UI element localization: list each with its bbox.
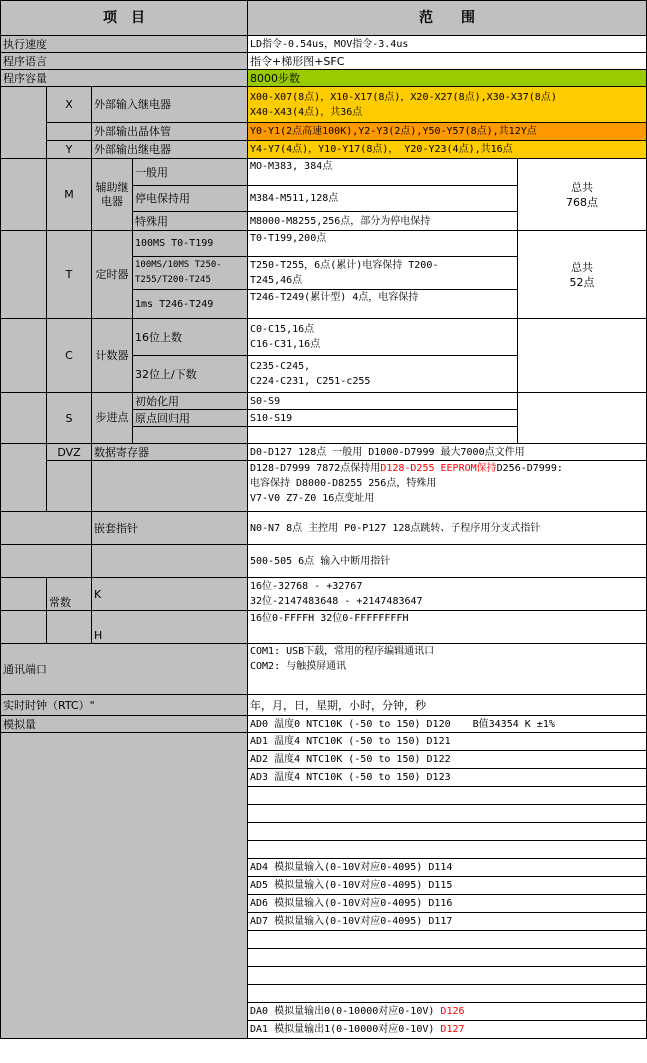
comm-line1: COM1: USB下载，常用的程序编辑通讯口	[250, 646, 435, 657]
t-total-count: 52点	[569, 275, 595, 289]
y-code: Y	[47, 141, 92, 159]
const-k-line1: 16位-32768 - +32767	[250, 581, 363, 592]
analog-ad1: AD1 温度4 NTC10K (-50 to 150) D121	[248, 733, 647, 751]
nest-value2: 500-505 6点 输入中断用指针	[248, 545, 647, 578]
analog-ad2: AD2 温度4 NTC10K (-50 to 150) D122	[248, 751, 647, 769]
analog-ad7: AD7 模拟量输入(0-10V对应0-4095) D117	[248, 913, 647, 931]
t-vertical-label: 定时器	[92, 231, 133, 319]
t-total	[518, 231, 647, 319]
rtc-label: 实时时钟（RTC）"	[1, 695, 248, 716]
t-100ms-value: T0-T199,200点	[248, 231, 518, 257]
t-group-cell	[1, 231, 47, 319]
const-left-empty2	[1, 611, 47, 644]
analog-da1-text: DA1 模拟量输出1(0-10000对应0-10V)	[250, 1024, 441, 1035]
header-range: 范 围	[248, 1, 647, 36]
analog-empty-row	[248, 823, 647, 841]
prog-lang-label: 程序语言	[1, 53, 248, 70]
d-retain-value	[248, 461, 647, 512]
const-k-value	[248, 578, 647, 611]
m-general-value: MO-M383, 384点	[248, 159, 518, 186]
analog-ad4: AD4 模拟量输入(0-10V对应0-4095) D114	[248, 859, 647, 877]
const-label: 常数	[47, 578, 92, 611]
d-retain-line2: 电容保持 D8000-D8255 256点，特殊用	[250, 478, 437, 489]
d-group-cell	[1, 444, 47, 512]
s-vertical-label: 步进点	[92, 393, 133, 444]
analog-label: 模拟量	[1, 716, 248, 733]
s-home-value: S10-S19	[248, 410, 518, 427]
analog-da1	[248, 1021, 647, 1039]
s-init-value: S0-S9	[248, 393, 518, 410]
comm-line2: COM2: 与触摸屏通讯	[250, 661, 347, 672]
x-value	[248, 87, 647, 123]
analog-ad5: AD5 模拟量输入(0-10V对应0-4095) D115	[248, 877, 647, 895]
const-left-empty	[1, 578, 47, 611]
m-code: M	[47, 159, 92, 231]
d-label: 数据寄存器	[92, 444, 248, 461]
analog-empty-row	[248, 967, 647, 985]
header-item: 项 目	[1, 1, 248, 36]
nest-label: 嵌套指针	[92, 512, 248, 545]
prog-cap-label: 程序容量	[1, 70, 248, 87]
y-label: 外部输出继电器	[92, 141, 248, 159]
m-special-value: M8000-M8255,256点，部分为停电保持	[248, 212, 518, 231]
rtc-value: 年，月，日，星期，小时，分钟，秒	[248, 695, 647, 716]
d-eeprom-text: D128-D255 EEPROM保持	[380, 463, 497, 474]
exec-speed-label: 执行速度	[1, 36, 248, 53]
x-label: 外部输入继电器	[92, 87, 248, 123]
c-group-cell	[1, 319, 47, 393]
prog-cap-value: 8000步数	[248, 70, 647, 87]
analog-ad0-text: AD0 温度0 NTC10K (-50 to 150) D120	[250, 718, 451, 730]
x-code: X	[47, 87, 92, 123]
transistor-value: Y0-Y1(2点高速100K),Y2-Y3(2点),Y50-Y57(8点),共12Y点	[248, 123, 647, 141]
analog-da0	[248, 1003, 647, 1021]
const-h: H	[92, 611, 248, 644]
m-total-label: 总共	[571, 180, 593, 194]
t-10ms-value-line2: T245,46点	[250, 275, 303, 286]
const-label-empty	[47, 611, 92, 644]
s-empty-label	[133, 427, 248, 444]
const-k: K	[92, 578, 248, 611]
d-code: DVZ	[47, 444, 92, 461]
c-32bit-value-line2: C224-C231, C251-c255	[250, 376, 371, 387]
x-value-line2: X40-X43(4点)，共36点	[250, 106, 363, 118]
analog-gray-block	[1, 733, 248, 1039]
analog-ad6: AD6 模拟量输入(0-10V对应0-4095) D116	[248, 895, 647, 913]
m-vertical-label: 辅助继电器	[92, 159, 133, 231]
analog-ad0	[248, 716, 647, 733]
m-total-count: 768点	[566, 195, 598, 209]
c-32bit-value-line1: C235-C245,	[250, 361, 311, 372]
analog-empty-row	[248, 787, 647, 805]
m-retain-value: M384-M511,128点	[248, 186, 518, 212]
nest-value1: N0-N7 8点 主控用 P0-P127 128点跳转、子程序用分支式指针	[248, 512, 647, 545]
nest-left-empty	[1, 512, 92, 545]
m-retain-label: 停电保持用	[133, 186, 248, 212]
c-16bit-value-line1: C0-C15,16点	[250, 324, 315, 335]
s-total-empty	[518, 393, 647, 444]
c-code: C	[47, 319, 92, 393]
t-10ms-value	[248, 257, 518, 290]
s-group-cell	[1, 393, 47, 444]
analog-empty-row	[248, 949, 647, 967]
d-retain-line1-b: D256-D7999:	[496, 463, 563, 474]
exec-speed-value: LD指令-0.54us，MOV指令-3.4us	[248, 36, 647, 53]
analog-da0-text: DA0 模拟量输出0(0-10000对应0-10V)	[250, 1006, 441, 1017]
analog-da0-reg: D126	[440, 1006, 465, 1017]
t-10ms-label-line1: 100MS/10MS T250-	[135, 260, 222, 270]
prog-lang-value: 指令+梯形图+SFC	[248, 53, 647, 70]
d-sub-label	[92, 461, 248, 512]
s-code: S	[47, 393, 92, 444]
m-group-cell	[1, 159, 47, 231]
t-1ms-value: T246-T249(累计型) 4点，电容保持	[248, 290, 518, 319]
analog-da1-reg: D127	[440, 1024, 465, 1035]
m-total	[518, 159, 647, 231]
c-32bit-value	[248, 356, 518, 393]
transistor-code	[47, 123, 92, 141]
transistor-label: 外部输出晶体管	[92, 123, 248, 141]
d-retain-line3: V7-V0 Z7-Z0 16点变址用	[250, 493, 375, 504]
nest-left-empty2	[1, 545, 92, 578]
comm-value	[248, 644, 647, 695]
d-retain-line1	[250, 461, 644, 476]
t-10ms-label-line2: T255/T200-T245	[135, 275, 211, 285]
c-16bit-label: 16位上数	[133, 319, 248, 356]
t-10ms-label	[133, 257, 248, 290]
s-init-label: 初始化用	[133, 393, 248, 410]
analog-ad0-bvalue: B值34354 K ±1%	[472, 718, 555, 730]
analog-empty-row	[248, 805, 647, 823]
io-group-cell	[1, 87, 47, 159]
c-16bit-value-line2: C16-C31,16点	[250, 339, 321, 350]
s-empty-value	[248, 427, 518, 444]
d-value: D0-D127 128点 一般用 D1000-D7999 最大7000点文件用	[248, 444, 647, 461]
c-32bit-label: 32位上/下数	[133, 356, 248, 393]
analog-empty-row	[248, 985, 647, 1003]
s-home-label: 原点回归用	[133, 410, 248, 427]
m-general-label: 一般用	[133, 159, 248, 186]
c-16bit-value	[248, 319, 518, 356]
d-retain-line1-a: D128-D7999 7872点保持用	[250, 463, 381, 474]
m-special-label: 特殊用	[133, 212, 248, 231]
const-k-line2: 32位-2147483648 - +2147483647	[250, 596, 423, 607]
c-total-empty	[518, 319, 647, 393]
d-sub-code	[47, 461, 92, 512]
analog-empty-row	[248, 931, 647, 949]
comm-label: 通讯端口	[1, 644, 248, 695]
t-1ms-label: 1ms T246-T249	[133, 290, 248, 319]
t-100ms-label: 100MS T0-T199	[133, 231, 248, 257]
t-10ms-value-line1: T250-T255，6点(累计)电容保持 T200-	[250, 260, 439, 271]
t-code: T	[47, 231, 92, 319]
const-h-value: 16位0-FFFFH 32位0-FFFFFFFFH	[248, 611, 647, 644]
x-value-line1: X00-X07(8点)，X10-X17(8点)，X20-X27(8点),X30-X37(8点)	[250, 91, 557, 103]
nest-label-empty	[92, 545, 248, 578]
c-vertical-label: 计数器	[92, 319, 133, 393]
analog-ad3: AD3 温度4 NTC10K (-50 to 150) D123	[248, 769, 647, 787]
t-total-label: 总共	[571, 260, 593, 274]
y-value: Y4-Y7(4点)，Y10-Y17(8点)， Y20-Y23(4点),共16点	[248, 141, 647, 159]
analog-empty-row	[248, 841, 647, 859]
